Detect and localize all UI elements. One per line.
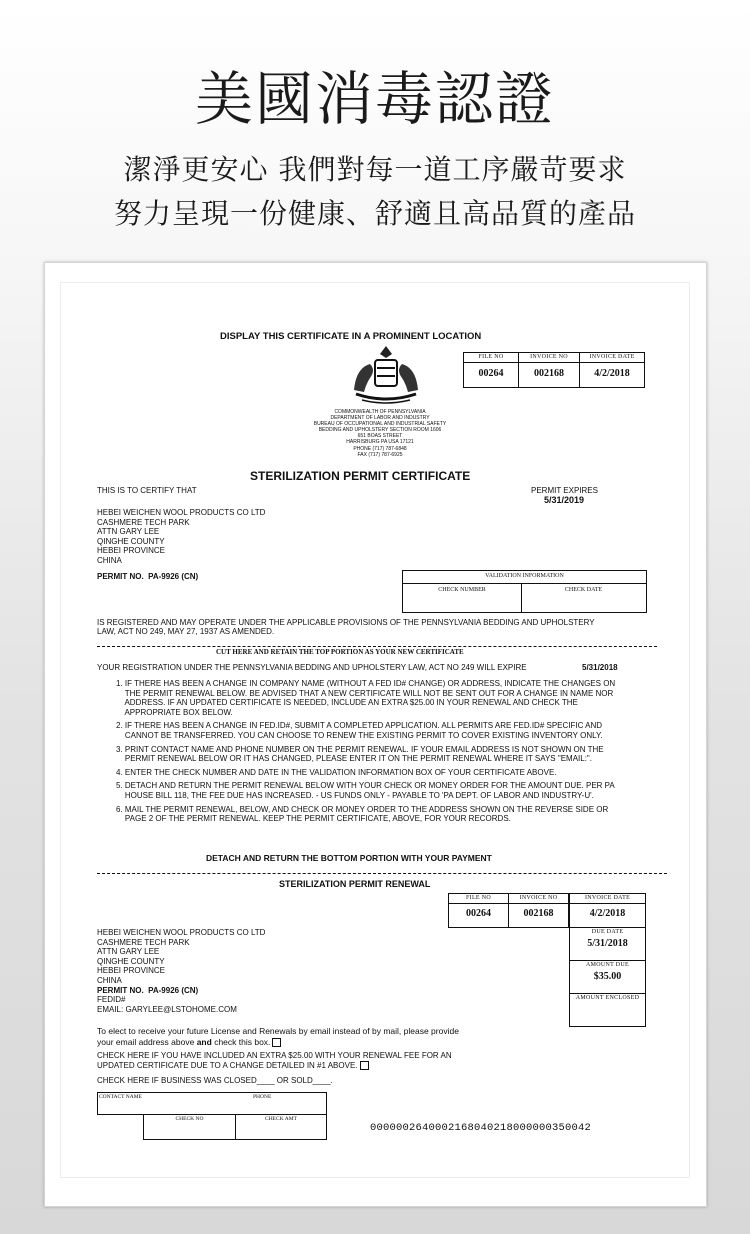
subtitle-line-2: 努力呈現一份健康、舒適且高品質的產品 xyxy=(113,197,636,230)
barcode-number: 0000002640002168040218000000350042 xyxy=(370,1122,592,1134)
registered-line-1: IS REGISTERED AND MAY OPERATE UNDER THE APPLICABLE PROVISIONS OF THE PENNSYLVANIA BEDDING AND UPHOLSTERY xyxy=(97,618,595,627)
renewal-title: STERILIZATION PERMIT RENEWAL xyxy=(279,879,431,889)
company-address: HEBEI WEICHEN WOOL PRODUCTS CO LTD CASHMERE TECH PARK ATTN GARY LEE QINGHE COUNTY HEBEI PROVINCE CHINA xyxy=(97,508,266,565)
email-address: EMAIL: GARYLEE@LSTOHOME.COM xyxy=(97,1004,237,1014)
pennsylvania-seal-icon xyxy=(348,344,424,406)
extra-fee-line-2: UPDATED CERTIFICATE DUE TO A CHANGE DETAILED IN #1 ABOVE. xyxy=(97,1061,369,1071)
email-opt-checkbox[interactable] xyxy=(272,1038,281,1047)
amount-due-cell: AMOUNT DUE $35.00 xyxy=(569,960,646,994)
cut-line xyxy=(97,646,657,647)
instruction-1: 1. IF THERE HAS BEEN A CHANGE IN COMPANY NAME (WITHOUT A FED ID# CHANGE) OR ADDRESS, INDICATE THE CHANGES ON THE PERMIT RENEWAL BELOW. BE ADVISED THAT A NEW CERTIFICATE WILL NOT BE SENT OUT FOR A CHANGE IN NAME NOR ADDRESS. IF AN UPDATED CERTIFICATE IS NEEDED, INCLUDE AN EXTRA $25.00 IN YOUR RENEWAL AND CHECK THE APPROPRIATE BOX BELOW. xyxy=(116,679,616,717)
check-amt-box[interactable]: CHECK AMT xyxy=(235,1114,327,1140)
amount-enclosed-cell[interactable]: AMOUNT ENCLOSED xyxy=(569,993,646,1027)
instruction-3: 3. PRINT CONTACT NAME AND PHONE NUMBER ON THE PERMIT RENEWAL. IF YOUR EMAIL ADDRESS IS NOT SHOWN ON THE PERMIT RENEWAL BELOW OR IT HAS CHANGED, PLEASE ENTER IT ON THE PERMIT RENEWAL WHERE IT SAYS "EMAIL:". xyxy=(116,744,604,764)
renewal-company-address: HEBEI WEICHEN WOOL PRODUCTS CO LTD CASHMERE TECH PARK ATTN GARY LEE QINGHE COUNTY HEBEI PROVINCE CHINA PERMIT NO. PA-9926 (CN) FEDID# EMAIL: GARYLEE@LSTOHOME.COM xyxy=(97,928,266,1014)
certificate-title: STERILIZATION PERMIT CERTIFICATE xyxy=(250,469,471,483)
instruction-6: 6. MAIL THE PERMIT RENEWAL, BELOW, AND CHECK OR MONEY ORDER TO THE ADDRESS SHOWN ON THE REVERSE SIDE OR PAGE 2 OF THE PERMIT RENEWAL. KEEP THE PERMIT CERTIFICATE, ABOVE, FOR YOUR RECORDS. xyxy=(116,804,609,824)
closed-or-sold-line: CHECK HERE IF BUSINESS WAS CLOSED____ OR SOLD____. xyxy=(97,1076,333,1085)
email-opt-line-1: To elect to receive your future License and Renewals by email instead of by mail, please provide xyxy=(97,1026,459,1036)
certify-text: THIS IS TO CERTIFY THAT xyxy=(97,486,197,495)
fed-id: FEDID# xyxy=(97,995,126,1005)
display-notice: DISPLAY THIS CERTIFICATE IN A PROMINENT LOCATION xyxy=(220,331,482,342)
detach-text: DETACH AND RETURN THE BOTTOM PORTION WITH YOUR PAYMENT xyxy=(206,853,492,863)
extra-fee-checkbox[interactable] xyxy=(360,1061,369,1070)
due-date-cell: DUE DATE 5/31/2018 xyxy=(569,927,646,961)
expire-date: 5/31/2018 xyxy=(582,663,618,672)
check-no-box[interactable]: CHECK NO xyxy=(143,1114,236,1140)
instruction-list xyxy=(116,679,615,824)
registered-line-2: LAW, ACT NO 249, MAY 27, 1937 AS AMENDED. xyxy=(97,627,275,636)
instruction-2: 2. IF THERE HAS BEEN A CHANGE IN FED.ID#, SUBMIT A COMPLETED APPLICATION. ALL PERMITS ARE FED.ID# SPECIFIC AND CANNOT BE TRANSFERRED. YOU CAN CHOOSE TO RENEW THE EXISTING PERMIT TO COVER EXISTING INVENTORY ONLY. xyxy=(116,721,603,740)
renewal-permit-number: PERMIT NO. PA-9926 (CN) xyxy=(97,985,199,995)
permit-expires-date: 5/31/2019 xyxy=(544,495,585,505)
subtitle-line-1: 潔淨更安心 我們對每一道工序嚴苛要求 xyxy=(123,153,627,186)
invoice-date-cell: INVOICE DATE 4/2/2018 xyxy=(579,352,645,388)
detach-line xyxy=(97,873,667,874)
extra-fee-line-1: CHECK HERE IF YOU HAVE INCLUDED AN EXTRA $25.00 WITH YOUR RENEWAL FEE FOR AN xyxy=(97,1051,452,1060)
check-number-label: CHECK NUMBER xyxy=(438,587,486,593)
instruction-4: 4. ENTER THE CHECK NUMBER AND DATE IN THE VALIDATION INFORMATION BOX OF YOUR CERTIFICATE ABOVE. xyxy=(116,767,557,777)
expire-text: YOUR REGISTRATION UNDER THE PENNSYLVANIA BEDDING AND UPHOLSTERY LAW, ACT NO 249 WILL EXPIRE xyxy=(97,663,527,672)
validation-box: VALIDATION INFORMATION CHECK NUMBER CHECK DATE xyxy=(402,570,647,613)
certificate-document xyxy=(60,282,690,1178)
permit-number: PERMIT NO. PA-9926 (CN) xyxy=(97,572,199,581)
instruction-5: 5. DETACH AND RETURN THE PERMIT RENEWAL BELOW WITH YOUR CHECK OR MONEY ORDER FOR THE AMOUNT DUE. PER PA HOUSE BILL 118, THE FEE DUE HAS INCREASED. - US FUNDS ONLY - PAYABLE TO 'PA DEPT. OF LABOR AND INDUSTRY-U'. xyxy=(116,781,615,800)
page-title: 美國消毒認證 xyxy=(194,65,555,133)
renewal-invoice-no-cell: INVOICE NO 002168 xyxy=(508,893,569,928)
permit-expires-label: PERMIT EXPIRES xyxy=(531,486,598,495)
renewal-invoice-date-cell: INVOICE DATE 4/2/2018 xyxy=(569,893,646,928)
agency-address: COMMONWEALTH OF PENNSYLVANIA DEPARTMENT OF LABOR AND INDUSTRY BUREAU OF OCCUPATIONAL AND INDUSTRIAL SAFETY BEDDING AND UPHOLSTERY SECTION ROOM 1606 651 BOAS STREET HARRISBURG PA USA 17121 PHONE (717) 787-6848 FAX (717) 787-6925 xyxy=(313,409,447,458)
contact-box[interactable]: CONTACT NAME PHONE xyxy=(97,1092,327,1115)
check-date-label: CHECK DATE xyxy=(564,587,603,593)
cut-here-text: CUT HERE AND RETAIN THE TOP PORTION AS YOUR NEW CERTIFICATE xyxy=(216,648,464,656)
invoice-no-cell: INVOICE NO 002168 xyxy=(518,352,580,388)
file-no-cell: FILE NO 00264 xyxy=(463,352,519,388)
renewal-file-no-cell: FILE NO 00264 xyxy=(448,893,509,928)
email-opt-line-2: your email address above and check this box. xyxy=(97,1037,281,1047)
